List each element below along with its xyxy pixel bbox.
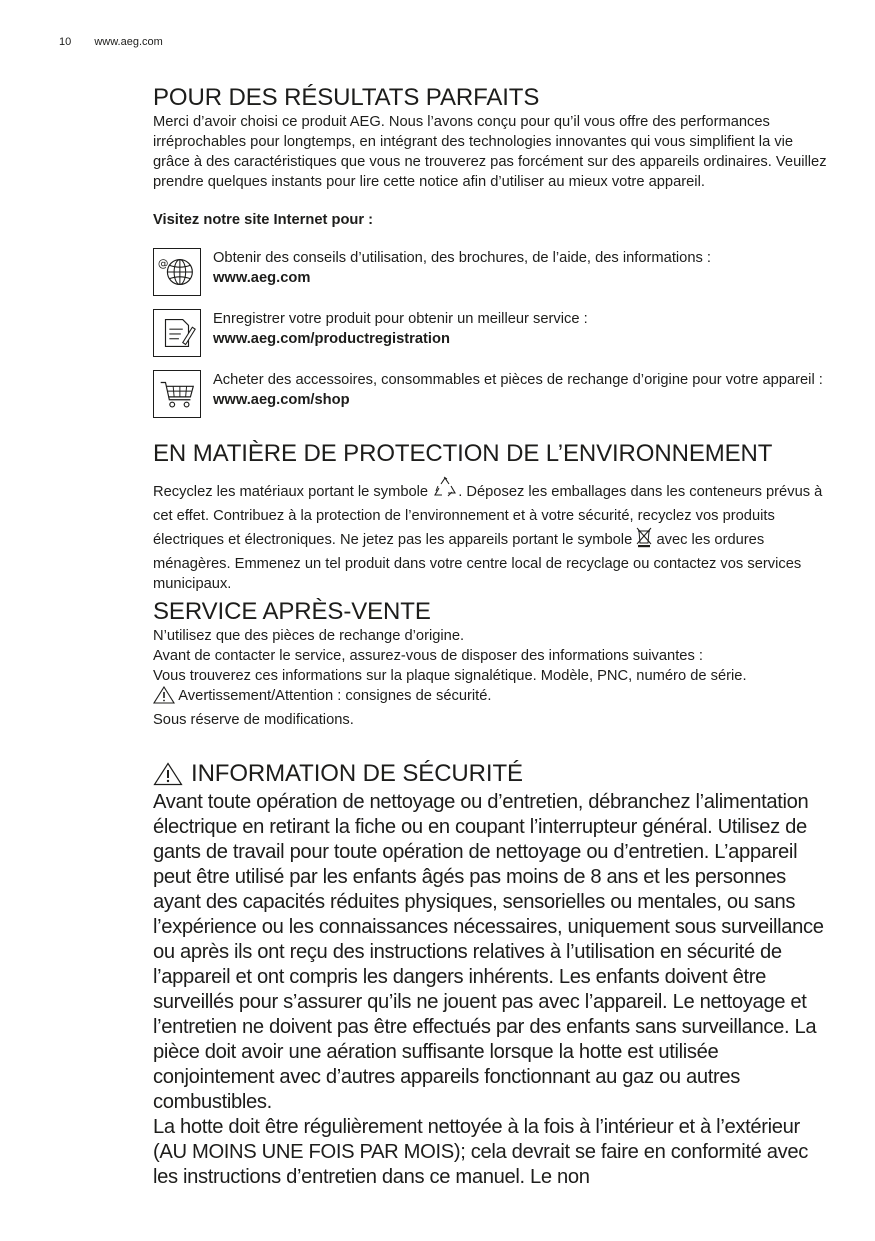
environment-title: EN MATIÈRE DE PROTECTION DE L’ENVIRONNEMENT — [153, 440, 773, 467]
page-content — [153, 84, 833, 1190]
service-title: SERVICE APRÈS-VENTE — [153, 598, 431, 625]
recycle-icon — [432, 476, 458, 506]
safety-title: INFORMATION DE SÉCURITÉ — [153, 760, 833, 788]
service-line-4: Avertissement/Attention : consignes de sécurité. — [153, 686, 833, 710]
safety-section — [153, 760, 833, 1190]
environment-text: Recyclez les matériaux portant le symbole . Déposez les emballages dans les conteneurs prévus à cet effet. Contribuez à la protection de l’environnement et à votre sécurité, recyclez vos produits électriques et électroniques. Ne jetez pas les appareils portant le symbole avec les ordures ménagères. Emmenez un tel produit dans votre centre local de recyclage ou contactez vos services municipaux. — [153, 476, 833, 594]
visit-title: Visitez notre site Internet pour : — [153, 212, 374, 228]
safety-paragraph-2: La hotte doit être régulièrement nettoyée à la fois à l’intérieur et à l’extérieur (AU MOINS UNE FOIS PAR MOIS); cela devrait se faire en conformité avec les instructions d’entretien dans ce manuel. Le non — [153, 1116, 808, 1188]
warning-icon — [153, 762, 183, 786]
intro-text: Merci d’avoir choisi ce produit AEG. Nous l’avons conçu pour qu’il vous offre des performances irréprochables pour longtemps, en intégrant des technologies innovantes qui vous simplifient la vie grâce à des caractéristiques que vous ne trouverez pas forcément sur des appareils ordinaires. Veuillez prendre quelques instants pour lire cette notice afin d’utiliser au mieux votre appareil. — [153, 114, 827, 190]
page-number: 10 — [59, 36, 72, 48]
link-row-shop — [153, 370, 833, 418]
globe-at-icon — [153, 248, 201, 296]
registration-form-icon — [153, 309, 201, 357]
intro-title: POUR DES RÉSULTATS PARFAITS — [153, 84, 540, 111]
link-shop-url[interactable]: www.aeg.com/shop — [213, 392, 350, 408]
safety-body — [153, 790, 833, 1190]
safety-paragraph-1: Avant toute opération de nettoyage ou d’entretien, débranchez l’alimentation électrique en retirant la fiche ou en coupant l’interrupteur général. Utilisez de gants de travail pour toute opération de nettoyage ou d’entretien. L’appareil peut être utilisé par les enfants âgés pas moins de 8 ans et les personnes ayant des capacités réduites physiques, sensorielles ou mentales, ou sans l’expérience ou les connaissances nécessaires, uniquement sous surveillance ou après ils ont reçu des instructions relatives à l’utilisation en sécurité de l’appareil et ont compris les dangers inhérents. Les enfants doivent être surveillés pour s’assurer qu’ils ne jouent pas avec l’appareil. Le nettoyage et l’entretien ne doivent pas être effectués par des enfants sans surveillance. La pièce doit avoir une aération suffisante lorsque la hotte est utilisée conjointement avec d’autres appareils fonctionnant au gaz ou autres combustibles. — [153, 791, 824, 1113]
service-line-3: Vous trouverez ces informations sur la plaque signalétique. Modèle, PNC, numéro de série. — [153, 668, 747, 684]
shopping-cart-icon — [153, 370, 201, 418]
warning-icon — [153, 686, 175, 710]
visit-section — [153, 210, 833, 418]
link-info-text: Obtenir des conseils d’utilisation, des brochures, de l’aide, des informations : — [213, 250, 712, 266]
link-row-registration — [153, 309, 833, 357]
link-shop-text: Acheter des accessoires, consommables et pièces de rechange d’origine pour votre appareil : — [213, 372, 823, 388]
intro-section — [153, 84, 833, 192]
page-header — [59, 36, 163, 48]
link-registration-text: Enregistrer votre produit pour obtenir un meilleur service : — [213, 311, 588, 327]
service-line-5: Sous réserve de modifications. — [153, 712, 354, 728]
svg-text:@: @ — [157, 258, 169, 271]
service-line-2: Avant de contacter le service, assurez-vous de disposer des informations suivantes : — [153, 648, 703, 664]
service-line-1: N’utilisez que des pièces de rechange d’origine. — [153, 628, 465, 644]
link-info-url[interactable]: www.aeg.com — [213, 270, 311, 286]
service-section — [153, 598, 833, 730]
crossed-bin-icon — [636, 526, 652, 554]
link-row-info — [153, 248, 833, 296]
site-url[interactable]: www.aeg.com — [94, 36, 163, 48]
environment-section — [153, 440, 833, 594]
link-registration-url[interactable]: www.aeg.com/productregistration — [213, 331, 450, 347]
